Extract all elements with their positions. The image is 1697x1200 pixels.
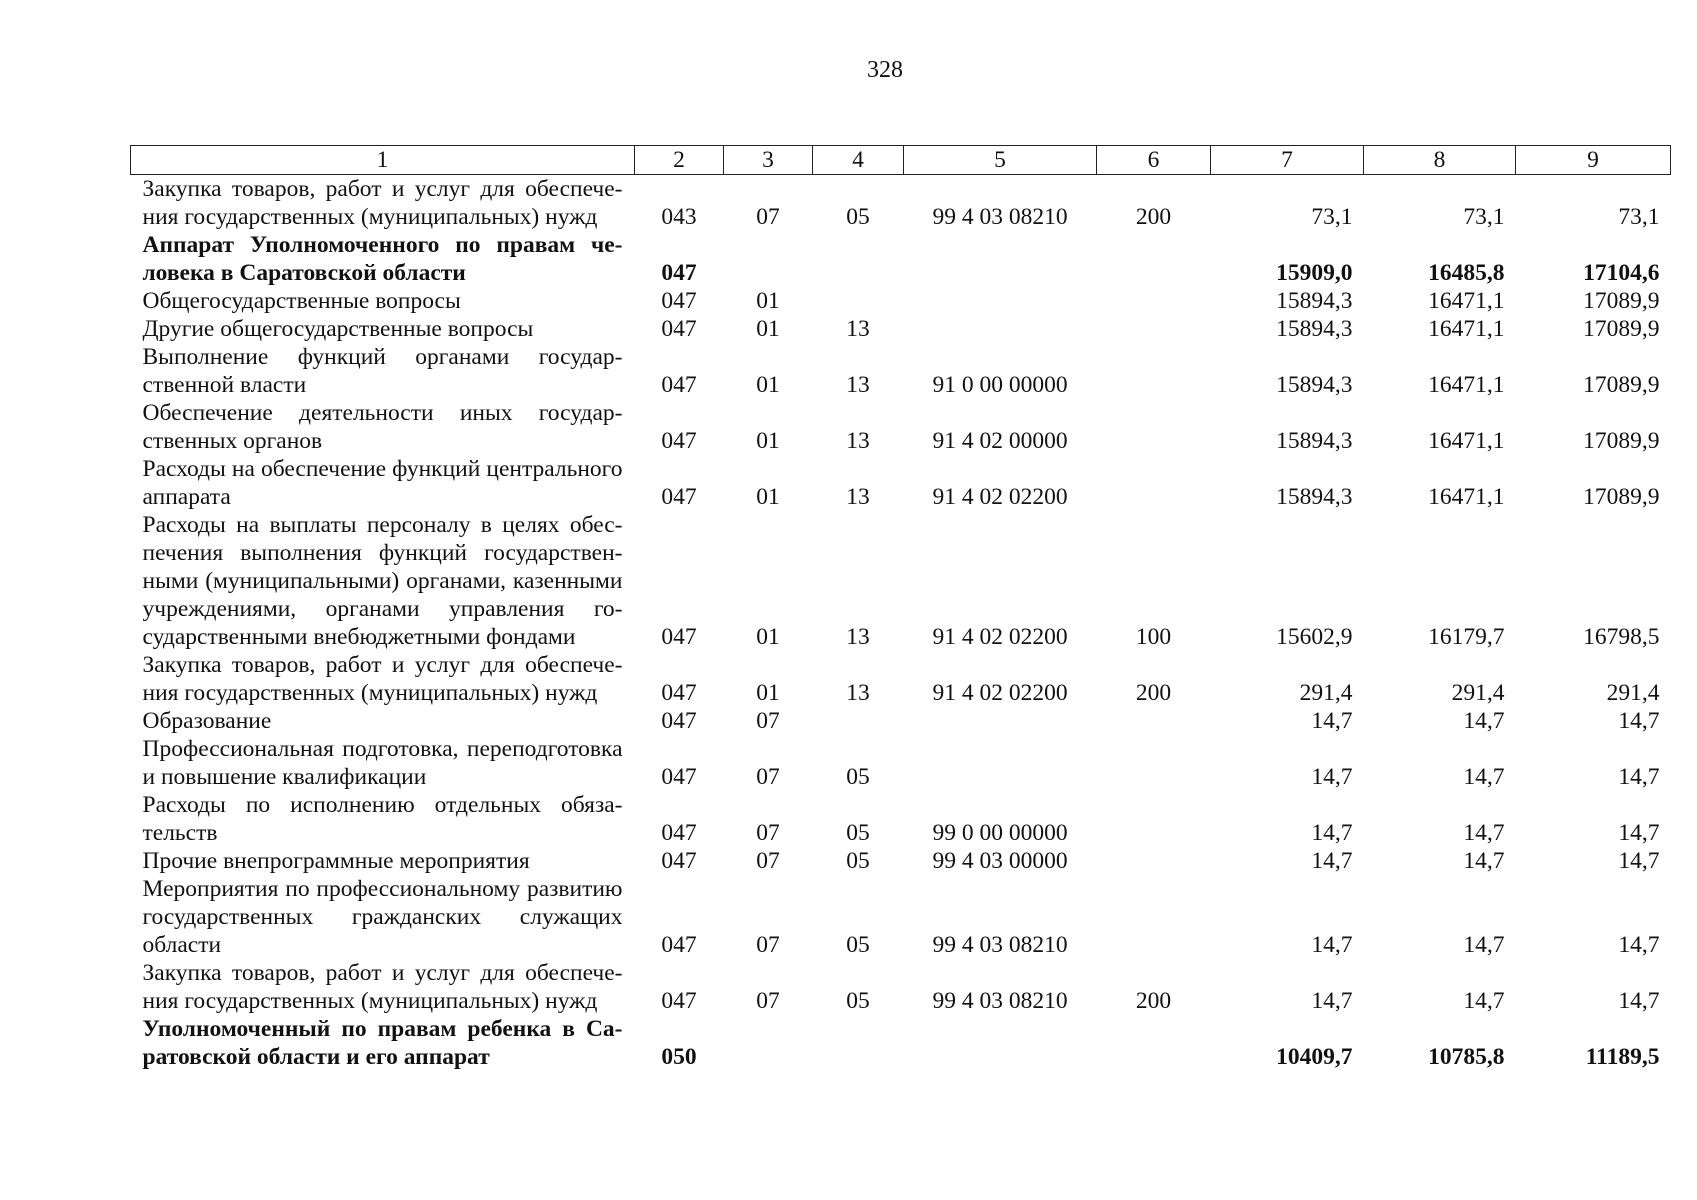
cell-col-6: 200 bbox=[1135, 680, 1172, 706]
cell-col-9: 14,7 bbox=[1618, 932, 1660, 958]
cell-col-3: 07 bbox=[756, 932, 780, 958]
cell-col-3: 01 bbox=[756, 428, 780, 454]
cell-col-6 bbox=[1097, 791, 1211, 847]
cell-col-5: 99 4 03 08210 bbox=[932, 988, 1068, 1014]
cell-col-9: 73,1 bbox=[1618, 204, 1660, 230]
cell-col-5: 99 4 03 08210 bbox=[932, 204, 1068, 230]
cell-col-2: 047 bbox=[661, 820, 697, 846]
cell-col-8: 14,7 bbox=[1463, 848, 1505, 874]
table-row bbox=[131, 735, 1671, 791]
row-name-text: Расходы на обеспечение функций центрального аппарата bbox=[142, 456, 623, 510]
cell-col-3: 01 bbox=[756, 316, 780, 342]
cell-col-4: 13 bbox=[846, 428, 870, 454]
row-name bbox=[131, 959, 635, 1015]
cell-col-7: 15894,3 bbox=[1276, 288, 1353, 314]
cell-col-4 bbox=[813, 1015, 904, 1071]
cell-col-4: 05 bbox=[846, 932, 870, 958]
table-row bbox=[131, 847, 1671, 875]
cell-col-8: 16471,1 bbox=[1428, 372, 1505, 398]
row-name bbox=[131, 343, 635, 399]
cell-col-9: 16798,5 bbox=[1583, 624, 1660, 650]
column-header: 2 bbox=[635, 146, 724, 175]
cell-col-6 bbox=[1097, 231, 1211, 287]
cell-col-3: 01 bbox=[756, 288, 780, 314]
cell-col-7: 15894,3 bbox=[1276, 428, 1353, 454]
table-row bbox=[131, 343, 1671, 399]
cell-col-3: 07 bbox=[756, 764, 780, 790]
cell-col-3: 07 bbox=[756, 820, 780, 846]
cell-col-3 bbox=[724, 1015, 813, 1071]
cell-col-4: 13 bbox=[846, 316, 870, 342]
cell-col-8: 16471,1 bbox=[1428, 428, 1505, 454]
table-row bbox=[131, 455, 1671, 511]
cell-col-2: 047 bbox=[661, 988, 697, 1014]
cell-col-7: 14,7 bbox=[1311, 988, 1353, 1014]
budget-table bbox=[130, 145, 1671, 1071]
row-name bbox=[131, 511, 635, 651]
cell-col-9: 14,7 bbox=[1618, 820, 1660, 846]
cell-col-5: 91 0 00 00000 bbox=[932, 372, 1068, 398]
table-header-row bbox=[131, 146, 1671, 175]
cell-col-7: 14,7 bbox=[1311, 764, 1353, 790]
cell-col-3: 01 bbox=[756, 372, 780, 398]
table-row bbox=[131, 651, 1671, 707]
row-name-text: Другие общегосударственные вопросы bbox=[142, 316, 534, 342]
row-name bbox=[131, 455, 635, 511]
cell-col-5: 99 0 00 00000 bbox=[932, 820, 1068, 846]
cell-col-9: 17089,9 bbox=[1583, 288, 1660, 314]
cell-col-9: 11189,5 bbox=[1585, 1044, 1660, 1070]
cell-col-6 bbox=[1097, 735, 1211, 791]
row-name bbox=[131, 287, 635, 315]
row-name bbox=[131, 1015, 635, 1071]
cell-col-5 bbox=[904, 707, 1097, 735]
cell-col-8: 16471,1 bbox=[1428, 288, 1505, 314]
cell-col-8: 10785,8 bbox=[1428, 1044, 1505, 1070]
cell-col-8: 16485,8 bbox=[1428, 260, 1505, 286]
cell-col-6: 200 bbox=[1135, 988, 1172, 1014]
cell-col-2: 047 bbox=[661, 932, 697, 958]
cell-col-3 bbox=[724, 231, 813, 287]
row-name-text: Расходы по исполнению отдельных обязательств bbox=[142, 792, 623, 846]
cell-col-4: 05 bbox=[846, 204, 870, 230]
cell-col-8: 16179,7 bbox=[1428, 624, 1505, 650]
row-name-text: Профессиональная подготовка, переподготовка и повышение квалификации bbox=[142, 736, 623, 790]
cell-col-2: 047 bbox=[661, 764, 697, 790]
row-name bbox=[131, 231, 635, 287]
cell-col-5 bbox=[904, 287, 1097, 315]
cell-col-2: 047 bbox=[661, 708, 697, 734]
column-header: 9 bbox=[1516, 146, 1671, 175]
cell-col-6 bbox=[1097, 315, 1211, 343]
cell-col-5: 99 4 03 08210 bbox=[932, 932, 1068, 958]
table-row bbox=[131, 707, 1671, 735]
cell-col-9: 14,7 bbox=[1618, 764, 1660, 790]
cell-col-9: 17089,9 bbox=[1583, 484, 1660, 510]
column-header: 5 bbox=[904, 146, 1097, 175]
row-name-text: Прочие внепрограммные мероприятия bbox=[142, 848, 530, 874]
cell-col-7: 15602,9 bbox=[1276, 624, 1353, 650]
cell-col-6 bbox=[1097, 847, 1211, 875]
column-header: 1 bbox=[131, 146, 635, 175]
cell-col-2: 047 bbox=[661, 428, 697, 454]
row-name bbox=[131, 399, 635, 455]
row-name-text: Образование bbox=[142, 708, 272, 734]
cell-col-5: 91 4 02 00000 bbox=[932, 428, 1068, 454]
cell-col-7: 14,7 bbox=[1311, 820, 1353, 846]
column-header: 7 bbox=[1211, 146, 1364, 175]
cell-col-8: 14,7 bbox=[1463, 820, 1505, 846]
cell-col-3: 01 bbox=[756, 680, 780, 706]
row-name-text: Аппарат Уполномоченного по правам человека в Саратовской области bbox=[142, 232, 623, 286]
cell-col-7: 14,7 bbox=[1311, 708, 1353, 734]
row-name bbox=[131, 315, 635, 343]
cell-col-3: 01 bbox=[756, 624, 780, 650]
cell-col-4: 05 bbox=[846, 764, 870, 790]
cell-col-7: 15894,3 bbox=[1276, 316, 1353, 342]
cell-col-9: 17089,9 bbox=[1583, 316, 1660, 342]
cell-col-5 bbox=[904, 231, 1097, 287]
table-row bbox=[131, 875, 1671, 959]
cell-col-9: 14,7 bbox=[1618, 848, 1660, 874]
table-row bbox=[131, 1015, 1671, 1071]
cell-col-7: 15894,3 bbox=[1276, 372, 1353, 398]
cell-col-5 bbox=[904, 1015, 1097, 1071]
page-number: 328 bbox=[867, 57, 903, 83]
cell-col-2: 047 bbox=[661, 288, 697, 314]
row-name-text: Обеспечение деятельности иных государственных органов bbox=[142, 400, 623, 454]
table-row bbox=[131, 287, 1671, 315]
row-name-text: Закупка товаров, работ и услуг для обеспечения государственных (муниципальных) нужд bbox=[142, 176, 623, 230]
row-name-text: Общегосударственные вопросы bbox=[142, 288, 461, 314]
cell-col-2: 050 bbox=[661, 1044, 697, 1070]
cell-col-3: 01 bbox=[756, 484, 780, 510]
cell-col-8: 14,7 bbox=[1463, 708, 1505, 734]
column-header: 3 bbox=[724, 146, 813, 175]
cell-col-2: 047 bbox=[661, 316, 697, 342]
column-header: 4 bbox=[813, 146, 904, 175]
cell-col-3: 07 bbox=[756, 848, 780, 874]
cell-col-2: 047 bbox=[661, 680, 697, 706]
cell-col-8: 14,7 bbox=[1463, 932, 1505, 958]
table-row bbox=[131, 231, 1671, 287]
cell-col-7: 10409,7 bbox=[1276, 1044, 1353, 1070]
cell-col-9: 14,7 bbox=[1618, 708, 1660, 734]
cell-col-6 bbox=[1097, 1015, 1211, 1071]
cell-col-9: 17104,6 bbox=[1583, 260, 1660, 286]
cell-col-3: 07 bbox=[756, 988, 780, 1014]
cell-col-2: 047 bbox=[661, 372, 697, 398]
cell-col-6 bbox=[1097, 399, 1211, 455]
row-name bbox=[131, 875, 635, 959]
cell-col-5 bbox=[904, 735, 1097, 791]
cell-col-8: 16471,1 bbox=[1428, 484, 1505, 510]
row-name bbox=[131, 651, 635, 707]
table-row bbox=[131, 315, 1671, 343]
row-name-text: Закупка товаров, работ и услуг для обеспечения государственных (муниципальных) нужд bbox=[142, 652, 623, 706]
table-body bbox=[131, 175, 1671, 1072]
row-name bbox=[131, 791, 635, 847]
cell-col-4: 05 bbox=[846, 848, 870, 874]
cell-col-4: 13 bbox=[846, 484, 870, 510]
table-row bbox=[131, 511, 1671, 651]
table-row bbox=[131, 175, 1671, 232]
table-row bbox=[131, 791, 1671, 847]
table-row bbox=[131, 959, 1671, 1015]
cell-col-7: 15909,0 bbox=[1276, 260, 1353, 286]
cell-col-6 bbox=[1097, 875, 1211, 959]
cell-col-4: 13 bbox=[846, 624, 870, 650]
cell-col-4 bbox=[813, 707, 904, 735]
cell-col-8: 14,7 bbox=[1463, 988, 1505, 1014]
cell-col-6 bbox=[1097, 343, 1211, 399]
cell-col-4: 13 bbox=[846, 680, 870, 706]
cell-col-2: 047 bbox=[661, 484, 697, 510]
column-header: 6 bbox=[1097, 146, 1211, 175]
row-name bbox=[131, 735, 635, 791]
row-name-text: Уполномоченный по правам ребенка в Саратовской области и его аппарат bbox=[142, 1016, 623, 1070]
cell-col-5 bbox=[904, 315, 1097, 343]
row-name-text: Закупка товаров, работ и услуг для обеспечения государственных (муниципальных) нужд bbox=[142, 960, 623, 1014]
cell-col-2: 047 bbox=[661, 624, 697, 650]
table-row bbox=[131, 399, 1671, 455]
cell-col-3: 07 bbox=[756, 204, 780, 230]
cell-col-7: 14,7 bbox=[1311, 932, 1353, 958]
cell-col-9: 17089,9 bbox=[1583, 372, 1660, 398]
cell-col-5: 91 4 02 02200 bbox=[932, 484, 1068, 510]
cell-col-5: 99 4 03 00000 bbox=[932, 848, 1068, 874]
cell-col-4 bbox=[813, 287, 904, 315]
cell-col-9: 17089,9 bbox=[1583, 428, 1660, 454]
row-name-text: Расходы на выплаты персоналу в целях обеспечения выполнения функций государственными (муниципальными) органами, казенными учреждениями, органами управления государственными внебюджетными фондами bbox=[142, 512, 623, 650]
cell-col-2: 043 bbox=[661, 204, 697, 230]
row-name bbox=[131, 175, 635, 232]
cell-col-8: 73,1 bbox=[1463, 204, 1505, 230]
cell-col-2: 047 bbox=[661, 848, 697, 874]
cell-col-5: 91 4 02 02200 bbox=[932, 680, 1068, 706]
cell-col-6 bbox=[1097, 287, 1211, 315]
cell-col-9: 14,7 bbox=[1618, 988, 1660, 1014]
row-name-text: Выполнение функций органами государственной власти bbox=[142, 344, 623, 398]
cell-col-7: 14,7 bbox=[1311, 848, 1353, 874]
cell-col-6: 100 bbox=[1135, 624, 1172, 650]
cell-col-4: 05 bbox=[846, 988, 870, 1014]
cell-col-3: 07 bbox=[756, 708, 780, 734]
column-header: 8 bbox=[1364, 146, 1516, 175]
cell-col-9: 291,4 bbox=[1606, 680, 1660, 706]
cell-col-7: 291,4 bbox=[1299, 680, 1353, 706]
cell-col-5: 91 4 02 02200 bbox=[932, 624, 1068, 650]
cell-col-8: 14,7 bbox=[1463, 764, 1505, 790]
cell-col-7: 73,1 bbox=[1311, 204, 1353, 230]
cell-col-7: 15894,3 bbox=[1276, 484, 1353, 510]
cell-col-6: 200 bbox=[1135, 204, 1172, 230]
row-name bbox=[131, 707, 635, 735]
row-name bbox=[131, 847, 635, 875]
cell-col-4: 13 bbox=[846, 372, 870, 398]
cell-col-8: 291,4 bbox=[1451, 680, 1505, 706]
cell-col-4: 05 bbox=[846, 820, 870, 846]
cell-col-6 bbox=[1097, 707, 1211, 735]
cell-col-4 bbox=[813, 231, 904, 287]
cell-col-8: 16471,1 bbox=[1428, 316, 1505, 342]
cell-col-6 bbox=[1097, 455, 1211, 511]
row-name-text: Мероприятия по профессиональному развитию государственных гражданских служащих области bbox=[142, 876, 623, 958]
cell-col-2: 047 bbox=[661, 260, 697, 286]
